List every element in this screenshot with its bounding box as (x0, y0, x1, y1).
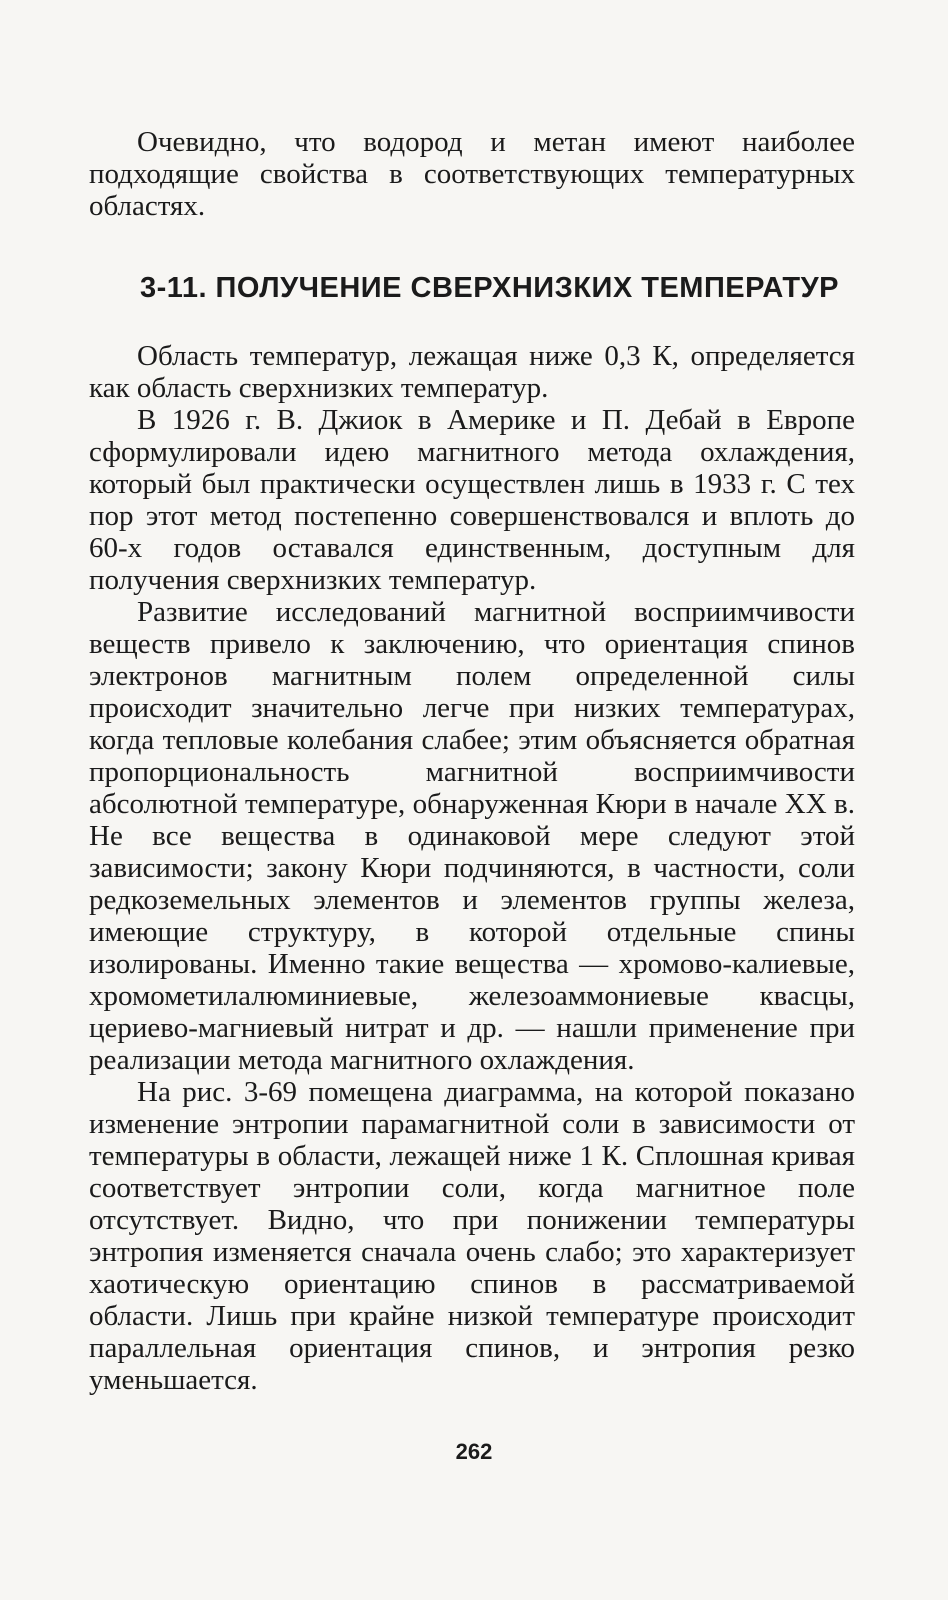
page-number: 262 (455, 1439, 493, 1464)
intro-block (89, 126, 855, 222)
paragraph-2: В 1926 г. В. Джиок в Америке и П. Дебай в Европе сформулировали идею магнитного метода охлаждения, который был практически осуществлен лишь в 1933 г. С тех пор этот метод постепенно совершенствовался и вплоть до 60-х годов оставался единственным, доступным для получения сверхнизких температур. (89, 404, 855, 596)
paragraph-3: Развитие исследований магнитной восприимчивости веществ привело к заключению, что ориентация спинов электронов магнитным полем определенной силы происходит значительно легче при низких температурах, когда тепловые колебания слабее; этим объясняется обратная пропорциональность магнитной восприимчивости абсолютной температуре, обнаруженная Кюри в начале XX в. Не все вещества в одинаковой мере следуют этой зависимости; закону Кюри подчиняются, в частности, соли редкоземельных элементов и элементов группы железа, имеющие структуру, в которой отдельные спины изолированы. Именно такие вещества — хромово-калиевые, хромометилалюминиевые, железоаммониевые квасцы, цериево-магниевый нитрат и др. — нашли применение при реализации метода магнитного охлаждения. (89, 596, 855, 1076)
intro-paragraph: Очевидно, что водород и метан имеют наиболее подходящие свойства в соответствующих температурных областях. (89, 126, 855, 222)
paragraph-1: Область температур, лежащая ниже 0,3 К, определяется как область сверхнизких температур. (89, 340, 855, 404)
paragraph-4: На рис. 3-69 помещена диаграмма, на которой показано изменение энтропии парамагнитной соли в зависимости от температуры в области, лежащей ниже 1 К. Сплошная кривая соответствует энтропии соли, когда магнитное поле отсутствует. Видно, что при понижении температуры энтропия изменяется сначала очень слабо; это характеризует хаотическую ориентацию спинов в рассматриваемой области. Лишь при крайне низкой температуре происходит параллельная ориентация спинов, и энтропия резко уменьшается. (89, 1076, 855, 1396)
section-body (89, 340, 855, 1396)
section-heading: 3-11. ПОЛУЧЕНИЕ СВЕРХНИЗКИХ ТЕМПЕРАТУР (140, 272, 840, 304)
